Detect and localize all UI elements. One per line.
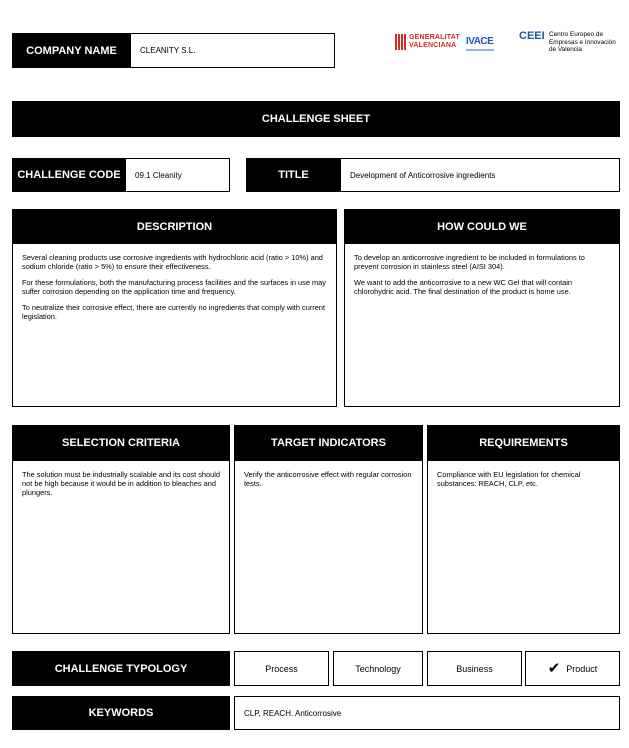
checkmark-icon: ✔: [547, 660, 561, 677]
requirements-text-area[interactable]: [427, 460, 620, 634]
ceei-logo: [519, 31, 616, 54]
selection-criteria-heading: SELECTION CRITERIA: [12, 425, 230, 461]
how-could-we-paragraph-2: We want to add the anticorrosive to a new WC Gel that will contain chlorohydric acid. The final destination of the product is home use.: [354, 278, 572, 296]
description-heading: DESCRIPTION: [12, 209, 337, 244]
gv-line-2: VALENCIANA: [409, 42, 457, 49]
keywords-label: KEYWORDS: [12, 696, 230, 730]
ceei-line-3: de Valencia: [549, 46, 582, 53]
gv-line-1: GENERALITAT: [409, 34, 460, 41]
selection-criteria-text: The solution must be industrially scalable and its cost should not be high because it would be in addition to bleaches and plungers.: [22, 470, 221, 497]
typology-option-business[interactable]: Business: [427, 651, 522, 686]
challenge-code-label: CHALLENGE CODE: [12, 158, 126, 192]
keywords-field[interactable]: CLP, REACH. Anticorrosive: [234, 696, 620, 730]
generalitat-valenciana-logo: [395, 34, 460, 50]
target-indicators-text: Verify the anticorrosive effect with regular corrosion tests.: [244, 470, 412, 488]
typology-option-product[interactable]: [525, 651, 620, 686]
challenge-sheet-title: CHALLENGE SHEET: [12, 101, 620, 137]
typology-option-product-label: Product: [566, 663, 598, 674]
gv-emblem-icon: [395, 34, 406, 50]
ivace-underline: [466, 49, 494, 51]
how-could-we-paragraph-1: To develop an anticorrosive ingredient to be included in formulations to prevent corrosion in stainless steel (AISI 304).: [354, 253, 585, 271]
ivace-logo: [466, 36, 494, 51]
title-label: TITLE: [246, 158, 341, 192]
description-paragraph-3: To neutralize their corrosive effect, there are currently no ingredients that comply with current legislation.: [22, 303, 326, 321]
ceei-mark: CEEI: [519, 30, 545, 42]
how-could-we-heading: HOW COULD WE: [344, 209, 620, 244]
selection-criteria-text-area[interactable]: [12, 460, 230, 634]
ivace-wordmark: IVACE: [466, 36, 494, 47]
challenge-code-field[interactable]: 09.1 Cleanity: [125, 158, 230, 192]
title-field[interactable]: Development of Anticorrosive ingredients: [340, 158, 620, 192]
how-could-we-text-area[interactable]: [344, 243, 620, 407]
ceei-line-1: Centro Europeo de: [549, 31, 604, 38]
requirements-text: Compliance with EU legislation for chemical substances: REACH, CLP, etc.: [437, 470, 581, 488]
company-name-label: COMPANY NAME: [12, 33, 131, 68]
challenge-typology-label: CHALLENGE TYPOLOGY: [12, 651, 230, 686]
requirements-heading: REQUIREMENTS: [427, 425, 620, 461]
target-indicators-text-area[interactable]: [234, 460, 423, 634]
company-name-field[interactable]: CLEANITY S.L.: [130, 33, 335, 68]
description-paragraph-2: For these formulations, both the manufacturing process facilities and the surfaces in use may suffer corrosion depending on the application time and frequency.: [22, 278, 326, 296]
typology-option-technology[interactable]: Technology: [333, 651, 423, 686]
typology-option-process[interactable]: Process: [234, 651, 329, 686]
ceei-line-2: Empresas e Innovación: [549, 38, 616, 46]
description-text-area[interactable]: [12, 243, 337, 407]
description-paragraph-1: Several cleaning products use corrosive ingredients with hydrochloric acid (ratio > 10%) and sodium chloride (ratio > 5%) to ensure their effectiveness.: [22, 253, 323, 271]
target-indicators-heading: TARGET INDICATORS: [234, 425, 423, 461]
